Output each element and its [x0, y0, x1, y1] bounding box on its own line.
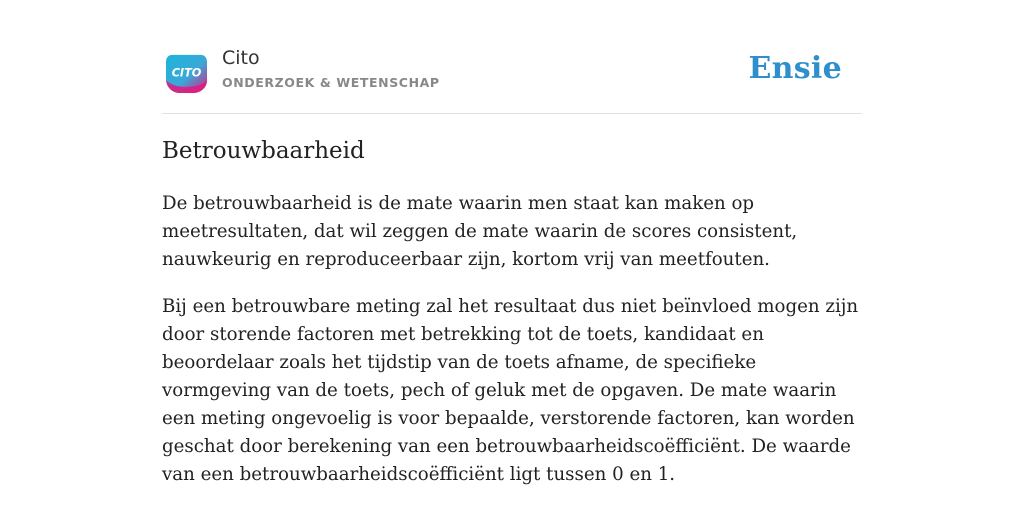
article-card: [162, 0, 862, 512]
article-body: [162, 190, 862, 508]
header: [162, 44, 862, 100]
org-subtitle: ONDERZOEK & WETENSCHAP: [222, 75, 440, 90]
paragraph: Bij een betrouwbare meting zal het resultaat dus niet beïnvloed mogen zijn door storende factoren met betrekking tot de toets, kandidaat en beoordelaar zoals het tijdstip van de toets afname, de specifieke vormgeving van de toets, pech of geluk met de opgaven. De mate waarin een meting ongevoelig is voor bepaalde, verstorende factoren, kan worden geschat door berekening van een betrouwbaarheidscoëfficiënt. De waarde van een betrouwbaarheidscoëfficiënt ligt tussen 0 en 1.: [162, 296, 859, 485]
cito-logo[interactable]: [165, 51, 208, 94]
brand-logo[interactable]: Ensie: [748, 51, 842, 86]
logo-text: CITO: [171, 66, 202, 80]
article-title: Betrouwbaarheid: [162, 138, 365, 164]
org-name[interactable]: Cito: [222, 47, 260, 69]
header-divider: [162, 113, 862, 114]
paragraph: De betrouwbaarheid is de mate waarin men staat kan maken op meetresultaten, dat wil zeggen de mate waarin de scores consistent, nauwkeurig en reproduceerbaar zijn, kortom vrij van meetfouten.: [162, 193, 798, 270]
